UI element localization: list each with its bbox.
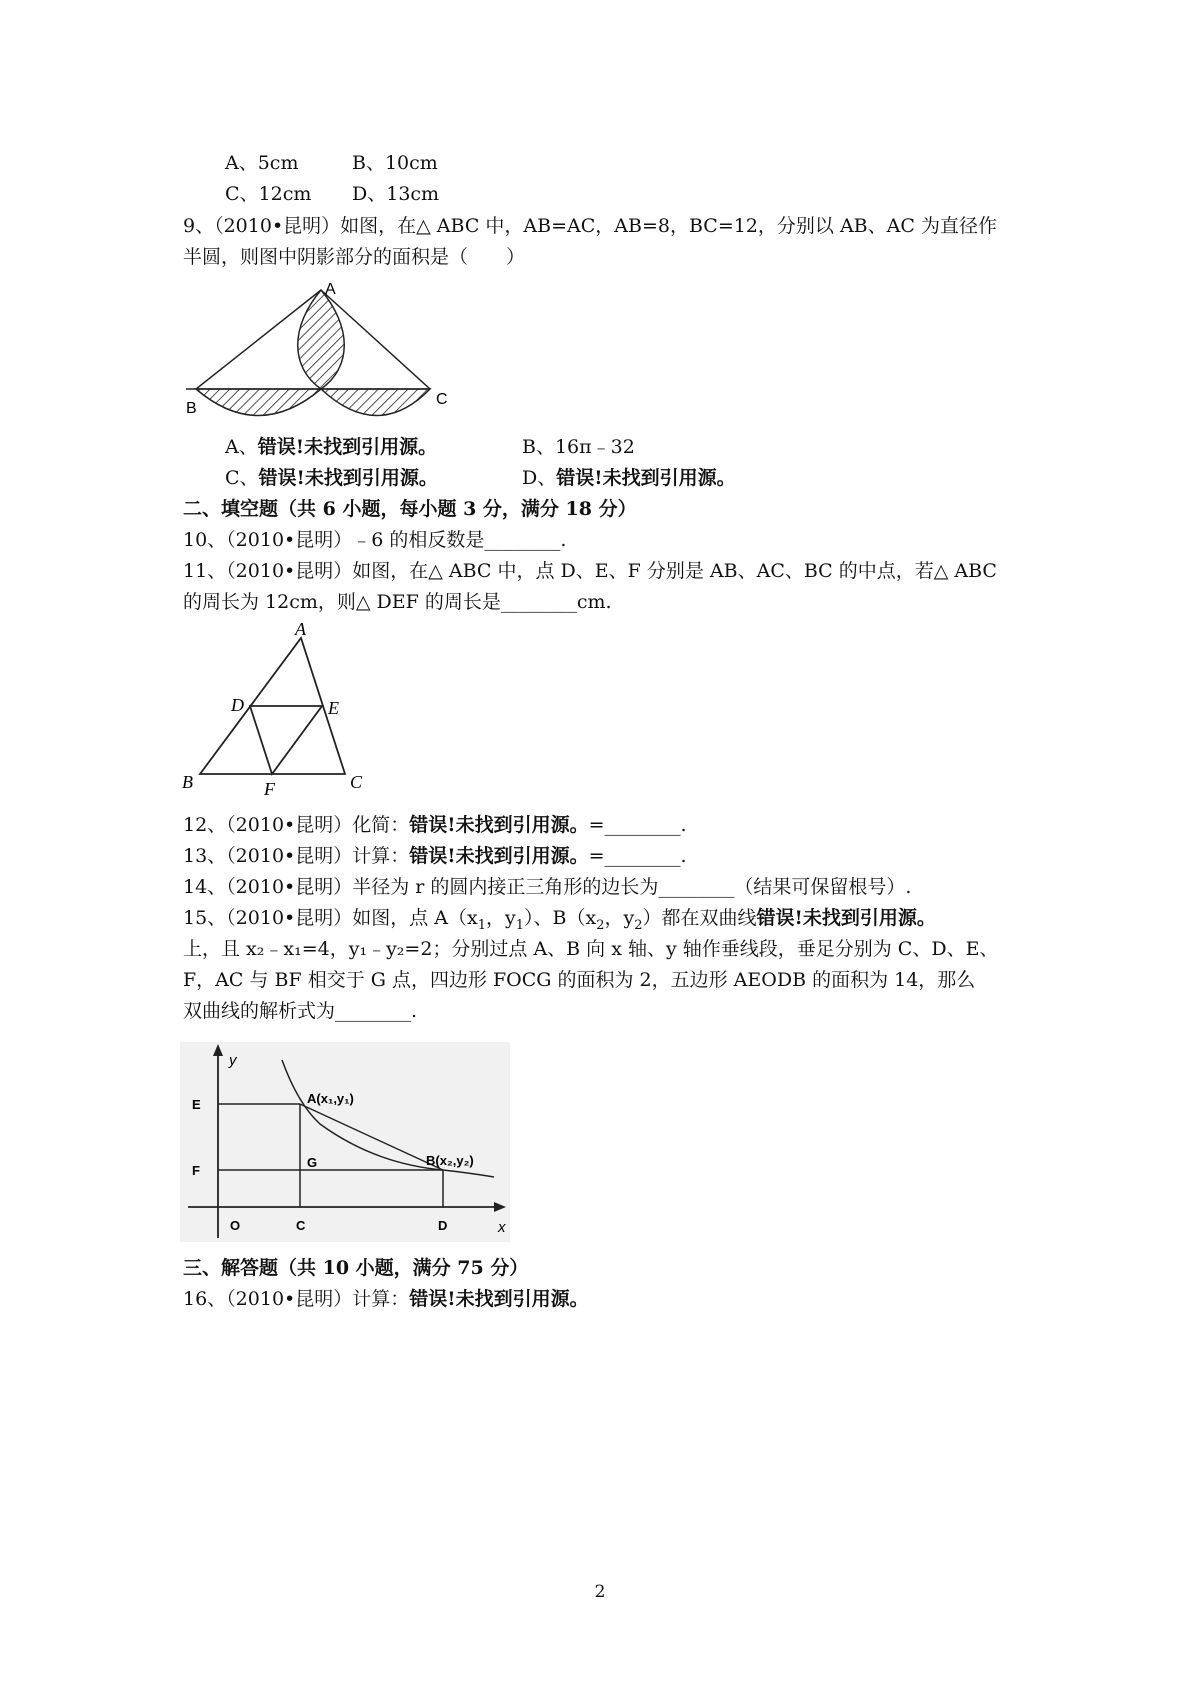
q8-option-c: C、12cm [225, 183, 312, 205]
q11-triangle-def [250, 706, 322, 774]
q11-label-c: C [350, 772, 363, 792]
section2-heading: 二、填空题（共 6 小题，每小题 3 分，满分 18 分） [183, 498, 637, 520]
q12-text: 12、（2010•昆明）化简：错误!未找到引用源。=________. [183, 814, 687, 836]
q13-text: 13、（2010•昆明）计算：错误!未找到引用源。=________. [183, 845, 687, 867]
q9-option-c: C、错误!未找到引用源。 [225, 467, 438, 489]
q15-figure-background [180, 1042, 510, 1242]
q11-label-d: D [231, 695, 244, 715]
q15-label-e: E [192, 1097, 201, 1112]
q11-label-f: F [264, 779, 275, 797]
q9-text-line1: 9、（2010•昆明）如图，在△ ABC 中，AB=AC，AB=8，BC=12，分别以 AB、AC 为直径作 [183, 215, 997, 237]
q8-option-d: D、13cm [352, 183, 440, 205]
q11-text-line1: 11、（2010•昆明）如图，在△ ABC 中，点 D、E、F 分别是 AB、AC、BC 的中点，若△ ABC [183, 560, 997, 582]
q9-option-d: D、错误!未找到引用源。 [522, 467, 736, 489]
q11-text-line2: 的周长为 12cm，则△ DEF 的周长是________cm. [183, 591, 612, 613]
q15-text-line1: 15、（2010•昆明）如图，点 $A(x_1$，$y_1$）、$B(x_2$，$y_2$）都在双曲线错误!未找到引用源。 [183, 907, 936, 933]
q15-label-f: F [192, 1163, 200, 1178]
q15-label-a: A(x₁,y₁) [307, 1091, 354, 1106]
q9-text-line2: 半圆，则图中阴影部分的面积是（ ） [183, 246, 526, 268]
q15-label-y: y [229, 1052, 237, 1069]
q8-option-a: A、5cm [225, 152, 299, 174]
q8-option-b: B、10cm [352, 152, 438, 174]
q15-text-line2: 上，且 x₂﹣x₁=4，y₁﹣y₂=2；分别过点 A、B 向 x 轴、y 轴作垂线段，垂足分别为 C、D、E、 [183, 938, 999, 960]
q9-shaded-left [196, 389, 321, 416]
section3-heading: 三、解答题（共 10 小题，满分 75 分） [183, 1257, 529, 1279]
q15-label-c: C [296, 1218, 306, 1233]
q11-label-a: A [295, 622, 306, 639]
q11-label-b: B [182, 772, 193, 792]
q15-label-g: G [307, 1155, 318, 1170]
q9-option-b: B、16π﹣32 [522, 436, 635, 458]
q15-figure [180, 1042, 510, 1242]
q15-text-line4: 双曲线的解析式为________. [183, 1000, 418, 1022]
q15-label-x: x [498, 1219, 506, 1236]
q15-text-line3: F，AC 与 BF 相交于 G 点，四边形 FOCG 的面积为 2，五边形 AEODB 的面积为 14，那么 [183, 969, 976, 991]
q16-text: 16、（2010•昆明）计算：错误!未找到引用源。 [183, 1288, 589, 1310]
page-number: 2 [594, 1582, 606, 1602]
q15-label-b: B(x₂,y₂) [426, 1153, 474, 1168]
q9-shaded-right [321, 389, 430, 416]
q11-figure [178, 622, 378, 797]
q9-label-a: A [325, 281, 336, 298]
q10-text: 10、（2010•昆明）﹣6 的相反数是________. [183, 529, 567, 551]
q9-label-b: B [186, 400, 197, 417]
q14-text: 14、（2010•昆明）半径为 r 的圆内接正三角形的边长为________（结果可保留根号）. [183, 876, 912, 898]
q9-label-c: C [436, 391, 448, 408]
q15-label-d: D [438, 1218, 448, 1233]
q9-option-a: A、错误!未找到引用源。 [225, 436, 438, 458]
q9-figure [178, 272, 468, 432]
q15-label-o: O [230, 1218, 241, 1233]
q11-label-e: E [328, 698, 339, 718]
